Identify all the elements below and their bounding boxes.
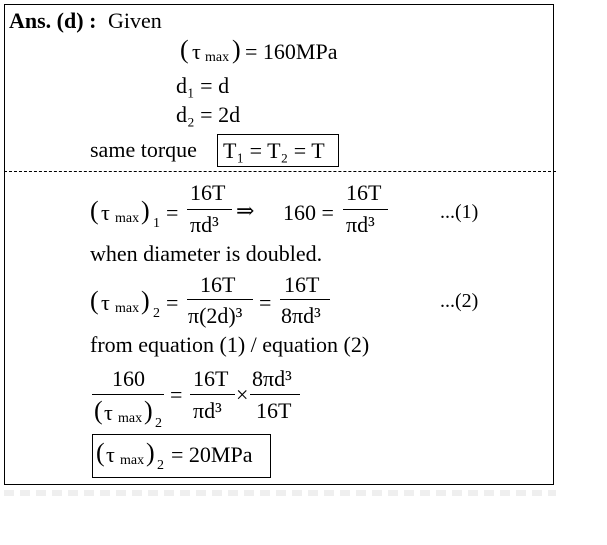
eq2-tag: ...(2)	[440, 290, 479, 312]
eq2-numerator-1: 16T	[200, 272, 236, 297]
eq3-right-numerator: 8πd³	[252, 366, 292, 391]
eq3-right-fraction-bar	[250, 394, 300, 395]
ratio-text: from equation (1) / equation (2)	[90, 332, 370, 357]
eq2-denominator-1: π(2d)³	[188, 303, 243, 328]
eq2-fraction-bar-2	[280, 299, 330, 300]
d2-equation: d₂ = 2d	[176, 102, 241, 127]
eq2-denominator-2: 8πd³	[281, 303, 321, 328]
section-divider	[4, 171, 556, 172]
doubled-text: when diameter is doubled.	[90, 241, 323, 266]
cropped-text-remnant	[4, 490, 556, 496]
torque-box	[217, 134, 339, 167]
eq3-mid-fraction-bar	[190, 394, 235, 395]
torque-equation: T₁ = T₂ = T	[223, 138, 325, 163]
result-box: ( τ max ) 2 = 20MPa	[92, 434, 271, 478]
eq3-left-numerator: 160	[112, 366, 145, 391]
eq3-left-fraction-bar	[92, 394, 164, 395]
answer-label: Ans. (d) :	[9, 8, 97, 33]
given-label: Given	[108, 8, 162, 33]
eq1-rhs-denominator: πd³	[346, 212, 375, 237]
tau-symbol: τ	[192, 39, 201, 64]
result-value: = 20MPa	[171, 442, 253, 467]
eq3-right-denominator: 16T	[256, 398, 292, 423]
eq1-tag: ...(1)	[440, 201, 479, 223]
eq1-rhs-value: 160 =	[283, 200, 334, 225]
eq3-mid-numerator: 16T	[193, 366, 229, 391]
eq2-fraction-bar-1	[187, 299, 253, 300]
eq1-denominator: πd³	[190, 212, 219, 237]
eq1-fraction-bar	[187, 209, 232, 210]
times-symbol: ×	[236, 382, 249, 407]
tau-max-value: = 160MPa	[245, 39, 338, 64]
d1-equation: d₁ = d	[176, 73, 230, 98]
eq1-numerator: 16T	[190, 180, 226, 205]
eq1-rhs-fraction-bar	[343, 209, 388, 210]
eq2-numerator-2: 16T	[284, 272, 320, 297]
eq3-mid-denominator: πd³	[193, 398, 222, 423]
implies-arrow: ⇒	[236, 198, 255, 223]
same-torque-label: same torque	[90, 137, 197, 162]
eq1-rhs-numerator: 16T	[346, 180, 382, 205]
